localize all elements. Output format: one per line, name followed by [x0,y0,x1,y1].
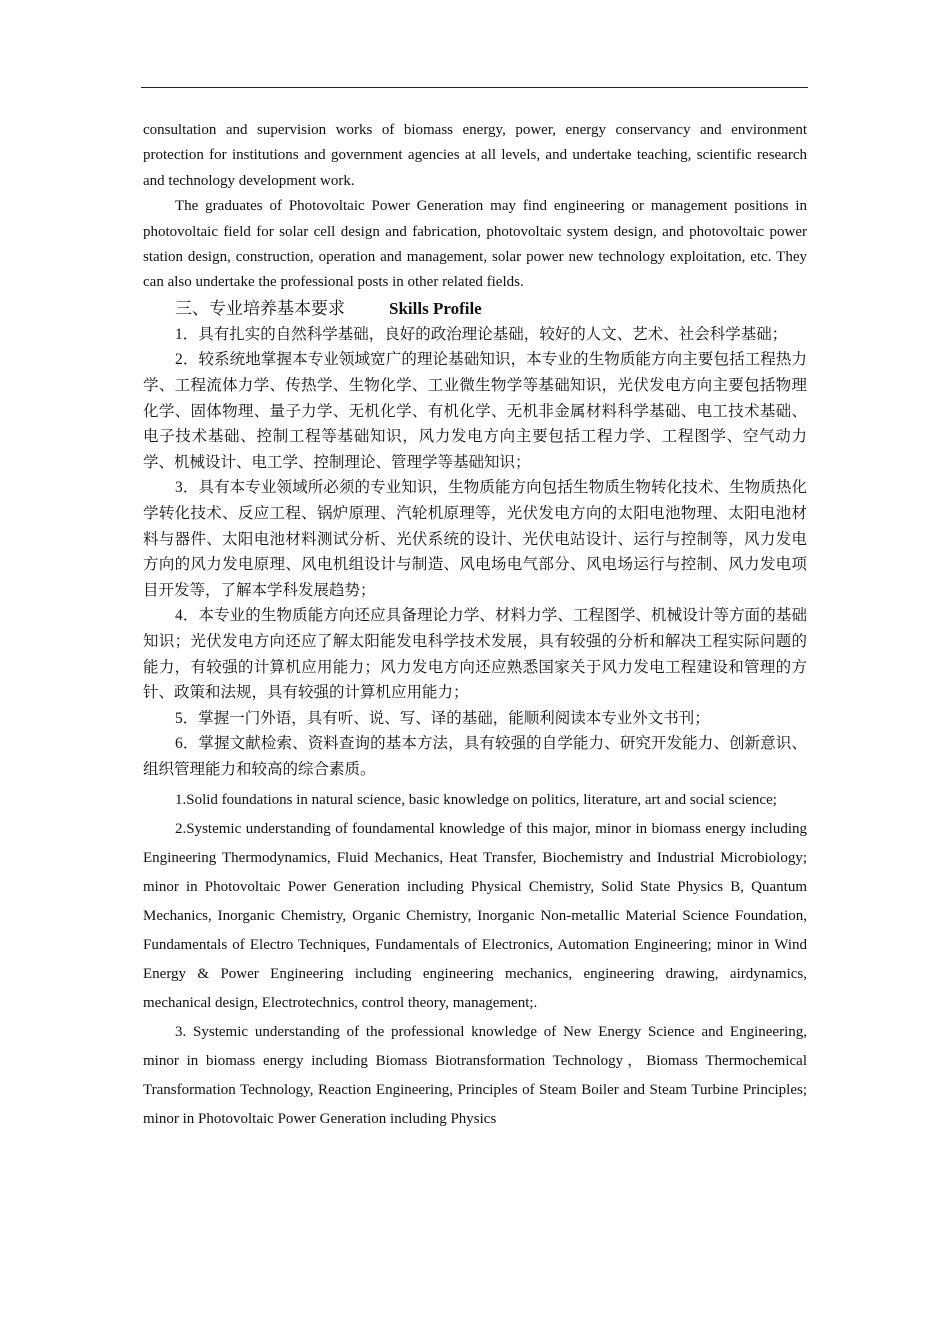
chinese-requirements [143,322,807,783]
intro-paragraph: consultation and supervision works of biomass energy, power, energy conservancy and environment protection for institutions and government agencies at all levels, and undertake teaching, scientific research and technology development work. [143,122,807,189]
list-item: 4．本专业的生物质能方向还应具备理论力学、材料力学、工程图学、机械设计等方面的基础知识；光伏发电方向还应了解太阳能发电科学技术发展，具有较强的分析和解决工程实际问题的能力，有较强的计算机应用能力；风力发电方向还应熟悉国家关于风力发电工程建设和管理的方针、政策和法规，具有较强的计算机应用能力； [143,607,807,702]
section-heading [143,296,807,322]
list-item: 3. Systemic understanding of the professional knowledge of New Energy Science and Engineering, minor in biomass energy including Biomass Biotransformation Technology，Biomass Thermochemical Transformation Technology, Reaction Engineering, Principles of Steam Boiler and Steam Turbine Principles; minor in Photovoltaic Power Generation including Physics [143,1023,807,1127]
list-item: 1.Solid foundations in natural science, basic knowledge on politics, literature, art and social science; [175,791,777,808]
intro-paragraph: The graduates of Photovoltaic Power Generation may find engineering or management positions in photovoltaic field for solar cell design and fabrication, photovoltaic system design, and photovoltaic power station design, construction, operation and management, solar power new technology exploitation, etc. They can also undertake the professional posts in other related fields. [143,198,807,291]
document-body [143,118,807,1134]
section-title-en: Skills Profile [389,298,482,318]
section-title-zh: 三、专业培养基本要求 [175,298,345,318]
header-rule [141,87,808,88]
english-requirements [143,786,807,1134]
list-item: 2．较系统地掌握本专业领域宽广的理论基础知识，本专业的生物质能方向主要包括工程热力学、工程流体力学、传热学、生物化学、工业微生物学等基础知识，光伏发电方向主要包括物理化学、固体物理、量子力学、无机化学、有机化学、无机非金属材料科学基础、电工技术基础、电子技术基础、控制工程等基础知识，风力发电方向主要包括工程力学、工程图学、空气动力学、机械设计、电工学、控制理论、管理学等基础知识； [143,351,807,471]
intro-section [143,118,807,296]
list-item: 6．掌握文献检索、资料查询的基本方法，具有较强的自学能力、研究开发能力、创新意识、组织管理能力和较高的综合素质。 [143,735,807,778]
list-item: 2.Systemic understanding of foundamental knowledge of this major, minor in biomass energy including Engineering Thermodynamics, Fluid Mechanics, Heat Transfer, Biochemistry and Industrial Microbiology; minor in Photovoltaic Power Generation including Physical Chemistry, Solid State Physics B, Quantum Mechanics, Inorganic Chemistry, Organic Chemistry, Inorganic Non-metallic Material Science Foundation, Fundamentals of Electro Techniques, Fundamentals of Electronics, Automation Engineering; minor in Wind Energy & Power Engineering including engineering mechanics, engineering drawing, airdynamics, mechanical design, Electrotechnics, control theory, management;. [143,820,807,1011]
list-item: 5．掌握一门外语，具有听、说、写、译的基础，能顺利阅读本专业外文书刊； [175,709,710,727]
list-item: 3．具有本专业领域所必须的专业知识，生物质能方向包括生物质生物转化技术、生物质热化学转化技术、反应工程、锅炉原理、汽轮机原理等，光伏发电方向的太阳电池物理、太阳电池材料与器件、太阳电池材料测试分析、光伏系统的设计、光伏电站设计、运行与控制等，风力发电方向的风力发电原理、风电机组设计与制造、风电场电气部分、风电场运行与控制、风力发电项目开发等，了解本学科发展趋势； [143,479,807,599]
list-item: 1．具有扎实的自然科学基础，良好的政治理论基础，较好的人文、艺术、社会科学基础； [175,325,788,343]
